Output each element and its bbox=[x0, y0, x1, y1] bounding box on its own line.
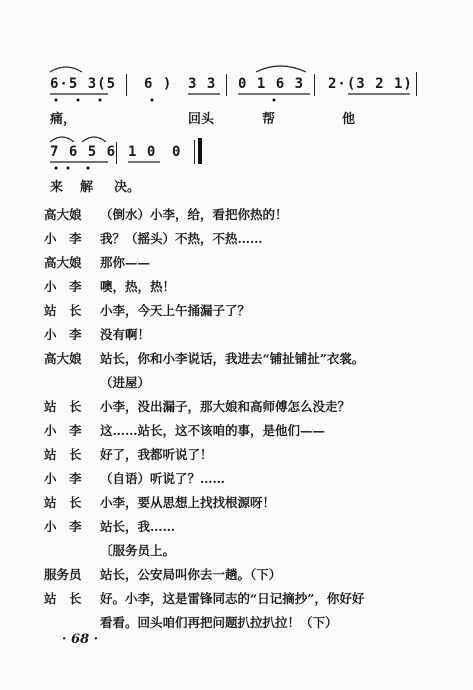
speaker: 高大娘 bbox=[44, 207, 82, 222]
dialogue-line bbox=[44, 277, 175, 295]
measure-2: 6 ) bbox=[144, 76, 173, 92]
stage-direction bbox=[44, 541, 175, 559]
speaker: 小 李 bbox=[44, 519, 82, 534]
dialogue-line bbox=[44, 253, 150, 271]
speaker: 站 长 bbox=[44, 447, 82, 462]
dialogue-line-continued bbox=[44, 613, 338, 631]
measure-6: 1 0 bbox=[128, 144, 157, 160]
dialogue-line bbox=[44, 397, 350, 415]
dialogue-line bbox=[44, 589, 364, 607]
line-text: 小李，今天上午捅漏子了？ bbox=[100, 303, 251, 318]
line-text: 小李，要从思想上找找根源呀！ bbox=[100, 495, 276, 510]
dialogue-line bbox=[44, 493, 275, 511]
lyric: 回头 bbox=[188, 112, 215, 127]
dialogue-line bbox=[44, 565, 281, 583]
stage-direction bbox=[44, 373, 150, 391]
dialogue-line bbox=[44, 205, 288, 223]
speaker: 高大娘 bbox=[44, 255, 82, 270]
line-text: 那你—— bbox=[100, 255, 151, 270]
line-text: 站长，公安局叫你去一趟。（下） bbox=[100, 567, 282, 582]
notation-slurs-2 bbox=[48, 128, 248, 174]
measure-6b: 0 bbox=[172, 144, 182, 160]
line-text: 小李，没出漏子，那大娘和高师傅怎么没走？ bbox=[100, 399, 351, 414]
line-text: 好。小李，这是雷锋同志的“日记摘抄”，你好好 bbox=[100, 591, 365, 606]
dialogue-line bbox=[44, 325, 150, 343]
line-text: 站长，我…… bbox=[100, 519, 176, 534]
lyric: 痛， bbox=[50, 112, 77, 127]
measure-1: 6·5 3(5 bbox=[50, 76, 117, 92]
speaker: 服务员 bbox=[44, 567, 82, 582]
lyric: 来 bbox=[50, 180, 64, 195]
line-text: 这……站长，这不该咱的事，是他们—— bbox=[100, 423, 326, 438]
dialogue-line bbox=[44, 229, 263, 247]
measure-2b: 3 3 bbox=[188, 76, 217, 92]
speaker: 高大娘 bbox=[44, 351, 82, 366]
page-number: · 68 · bbox=[62, 632, 99, 647]
speaker: 站 长 bbox=[44, 303, 82, 318]
speaker: 小 李 bbox=[44, 423, 82, 438]
speaker: 小 李 bbox=[44, 471, 82, 486]
dialogue-line bbox=[44, 445, 213, 463]
line-text: （进屋） bbox=[100, 375, 151, 390]
line-text: 〔服务员上。 bbox=[100, 543, 176, 558]
line-text: 没有啊！ bbox=[100, 327, 151, 342]
lyric: 帮 bbox=[262, 112, 276, 127]
line-text: 好了，我都听说了！ bbox=[100, 447, 213, 462]
lyrics-row-2 bbox=[48, 176, 248, 194]
line-text: （倒水）小李，给，看把你热的！ bbox=[100, 207, 288, 222]
measure-5: 7 6 5 6 bbox=[50, 144, 117, 160]
speaker: 小 李 bbox=[44, 231, 82, 246]
measure-4: 2·(3 2 1) bbox=[328, 76, 413, 92]
lyric: 解 bbox=[80, 180, 94, 195]
line-text: （自语）听说了？…… bbox=[100, 471, 226, 486]
line-text: 看看。回头咱们再把问题扒拉扒拉！（下） bbox=[100, 615, 338, 630]
speaker: 站 长 bbox=[44, 591, 82, 606]
lyric: 他 bbox=[342, 112, 356, 127]
lyric: 决。 bbox=[114, 180, 141, 195]
line-text: 站长，你和小李说话，我进去“铺扯铺扯”衣裳。 bbox=[100, 351, 365, 366]
dialogue-line bbox=[44, 301, 250, 319]
speaker: 小 李 bbox=[44, 279, 82, 294]
lyrics-row-1 bbox=[48, 108, 428, 126]
dialogue-line bbox=[44, 469, 225, 487]
line-text: 我？（摇头）不热，不热…… bbox=[100, 231, 263, 246]
dialogue-line bbox=[44, 517, 175, 535]
line-text: 噢，热，热！ bbox=[100, 279, 176, 294]
dialogue-line bbox=[44, 421, 325, 439]
speaker: 站 长 bbox=[44, 495, 82, 510]
speaker: 小 李 bbox=[44, 327, 82, 342]
speaker: 站 长 bbox=[44, 399, 82, 414]
dialogue-line bbox=[44, 349, 364, 367]
measure-3: 0 1 6 3 bbox=[238, 76, 305, 92]
